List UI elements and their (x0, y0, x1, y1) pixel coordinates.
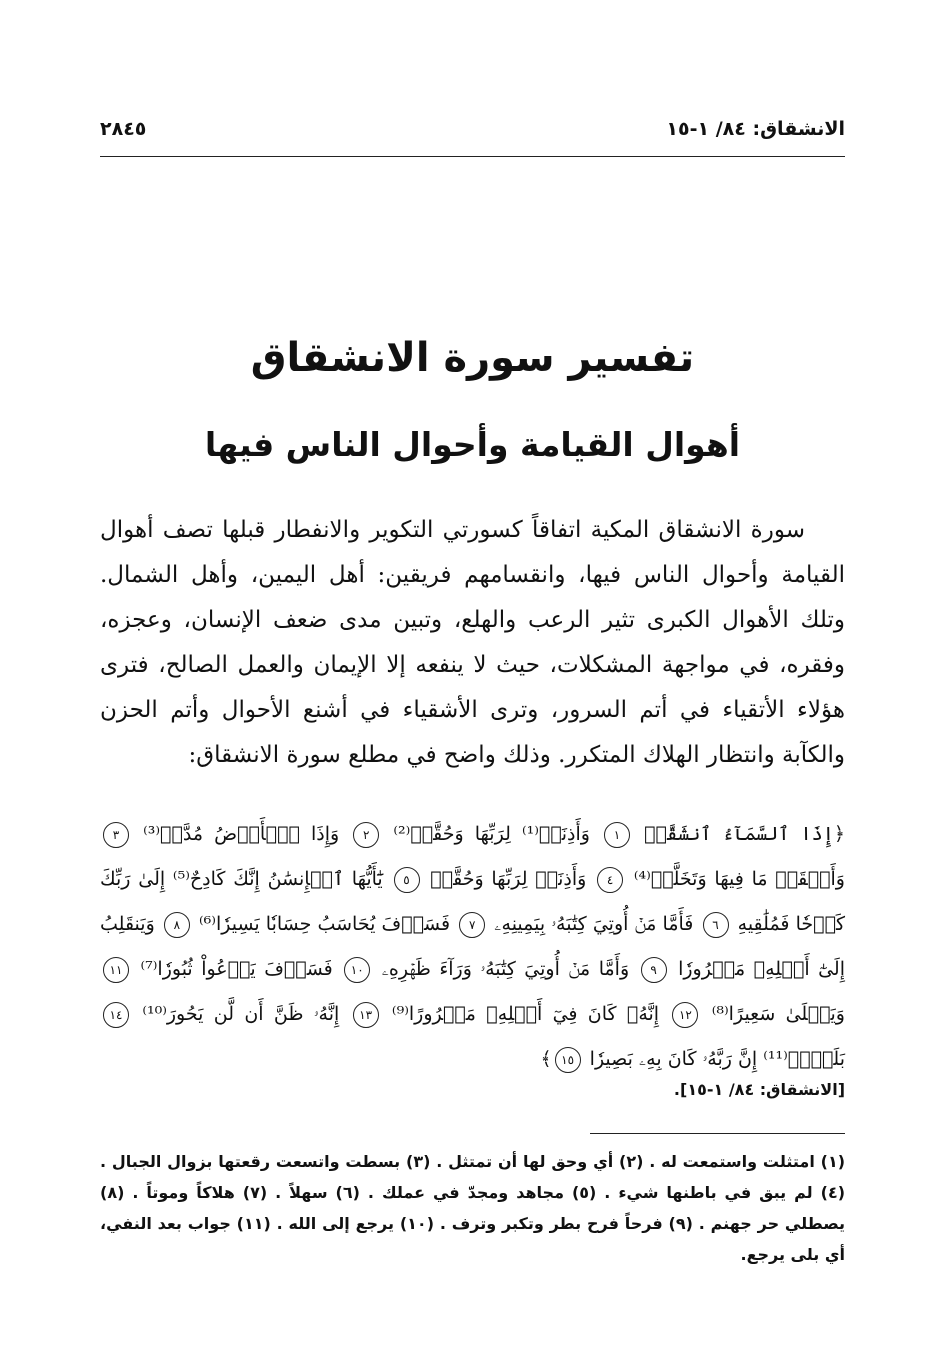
ayah-number-marker: ٣ (103, 822, 129, 848)
verse-text: وَإِذَا ٱلۡأَرۡضُ مُدَّتۡ⁽³⁾ (132, 823, 340, 845)
ayah-number-marker: ١٠ (344, 957, 370, 983)
ayah-number-marker: ٢ (353, 822, 379, 848)
section-subtitle: أهوال القيامة وأحوال الناس فيها (204, 425, 741, 464)
verse-text: فَأَمَّا مَنۡ أُوتِيَ كِتَٰبَهُۥ بِيَمِينِهِۦ (488, 913, 694, 935)
ayah-number-marker: ١٤ (103, 1002, 129, 1028)
verse-text: ﴿إِذَا ٱلسَّمَآءُ ٱنشَقَّتۡ (633, 823, 845, 845)
verse-text: بَلَىٰٓۚ⁽¹¹⁾ إِنَّ رَبَّهُۥ كَانَ بِهِۦ بَصِيرٗا (583, 1048, 845, 1070)
ayah-number-marker: ١٢ (672, 1002, 698, 1028)
verse-text: فَسَوۡفَ يُحَاسَبُ حِسَابٗا يَسِيرٗا⁽⁶⁾ (192, 913, 451, 935)
ayah-number-marker: ٧ (459, 912, 485, 938)
verse-text: يَٰٓأَيُّهَا ٱلۡإِنسَٰنُ إِنَّكَ كَادِحٌ⁽⁵⁾ إِلَىٰ رَبِّكَ كَدۡحٗا فَمُلَٰقِيهِ (100, 868, 846, 935)
verse-text: وَيَنقَلِبُ إِلَىٰٓ أَهۡلِهِۦ مَسۡرُورٗا (100, 913, 846, 980)
running-head (100, 118, 845, 148)
verse-text: وَيَصۡلَىٰ سَعِيرًا⁽⁸⁾ (701, 1003, 845, 1025)
ayah-number-marker: ١٥ (555, 1047, 581, 1073)
ayah-number-marker: ٤ (597, 867, 623, 893)
intro-text: سورة الانشقاق المكية اتفاقاً كسورتي التكوير والانفطار قبلها تصف أهوال القيامة وأحوال الناس فيها، وانقسامهم فريقين: أهل اليمين، وأهل الشمال. وتلك الأهوال الكبرى تثير الرعب والهلع، وتبين مدى ضعف الإنسان، وعجزه، وفقره، في مواجهة المشكلات، حيث لا ينفعه إلا الإيمان والعمل الصالح، فترى هؤلاء الأتقياء في أتم السرور، وترى الأشقياء في أشنع الأحوال وأتم الحزن والكآبة وانتظار الهلاك المتكرر. وذلك واضح في مطلع سورة الانشقاق: (100, 517, 845, 768)
verse-text: وَأَذِنَتۡ⁽¹⁾ لِرَبِّهَا وَحُقَّتۡ⁽²⁾ (382, 823, 590, 845)
closing-bracket: ﴾ (540, 1048, 552, 1070)
footnotes: (١) امتثلت واستمعت له . (٢) أي وحق لها أن تمتثل . (٣) بسطت واتسعت رقعتها بزوال الجبال . (٤) لم يبق في باطنها شيء . (٥) مجاهد ومجدّ في عملك . (٦) سهلاً . (٧) هلاكاً وموتاً . (٨) يصطلي حر جهنم . (٩) فرحاً فرح بطر وتكبر وترف . (١٠) يرجع إلى الله . (١١) جواب بعد النفي، أي بلى يرجع. (100, 1152, 846, 1264)
chapter-title: تفسير سورة الانشقاق (250, 335, 695, 381)
verse-text: فَسَوۡفَ يَدۡعُواْ ثُبُورٗا⁽⁷⁾ (132, 958, 333, 980)
ayah-number-marker: ٥ (394, 867, 420, 893)
ayah-number-marker: ٩ (641, 957, 667, 983)
ayah-number-marker: ٦ (703, 912, 729, 938)
verse-text: وَأَمَّا مَنۡ أُوتِيَ كِتَٰبَهُۥ وَرَآءَ ظَهۡرِهِۦ (373, 958, 630, 980)
intro-paragraph (100, 508, 845, 778)
page-number: ٢٨٤٥ (100, 118, 147, 140)
quran-verses (100, 812, 845, 1082)
ayah-number-marker: ١٣ (353, 1002, 379, 1028)
ayah-number-marker: ٨ (164, 912, 190, 938)
footnote-rule (590, 1133, 845, 1134)
ayah-number-marker: ١١ (103, 957, 129, 983)
verse-text: إِنَّهُۥ كَانَ فِيٓ أَهۡلِهِۦ مَسۡرُورًا⁽⁹⁾ (381, 1003, 660, 1025)
verse-text: وَأَذِنَتۡ لِرَبِّهَا وَحُقَّتۡ (422, 868, 587, 890)
header-rule (100, 156, 845, 157)
verse-reference: [الانشقاق: ٨٤/ ١-١٥]. (673, 1080, 845, 1099)
verse-text: وَأَلۡقَتۡ مَا فِيهَا وَتَخَلَّتۡ⁽⁴⁾ (626, 868, 845, 890)
surah-reference: الانشقاق: ٨٤/ ١-١٥ (666, 118, 845, 140)
verse-text: إِنَّهُۥ ظَنَّ أَن لَّن يَحُورَ⁽¹⁰⁾ (132, 1003, 340, 1025)
ayah-number-marker: ١ (604, 822, 630, 848)
